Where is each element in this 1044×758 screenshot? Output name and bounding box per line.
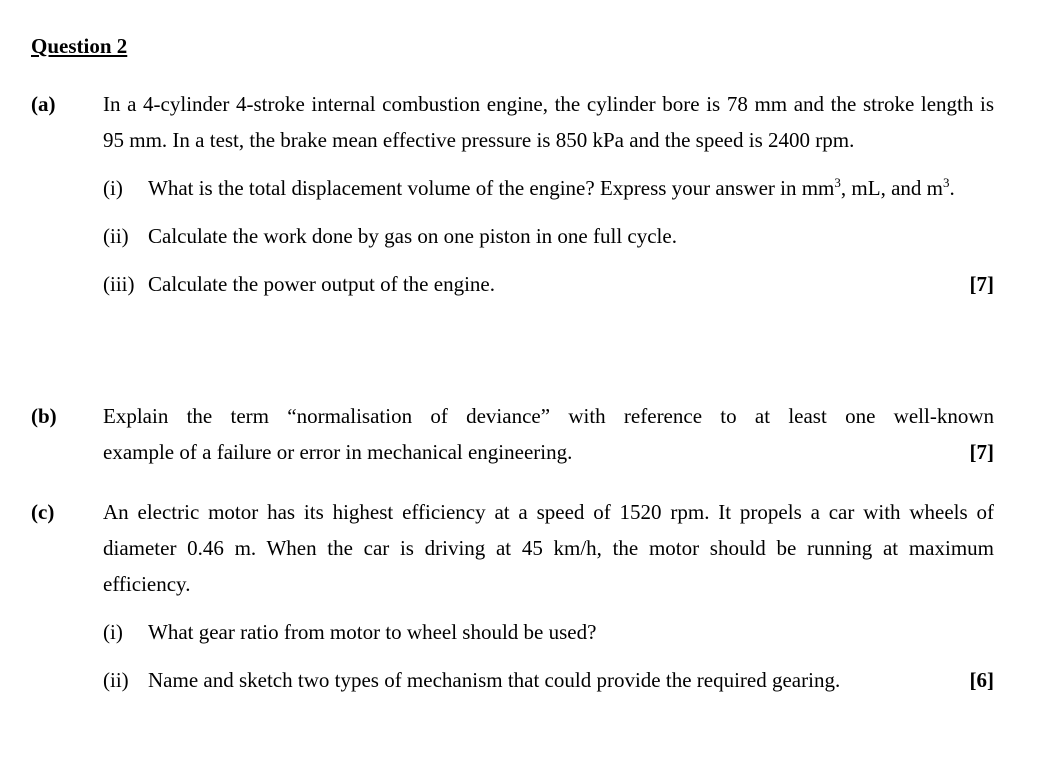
superscript-3: 3	[942, 175, 950, 190]
part-b-label: (b)	[31, 404, 57, 428]
part-a-sub-i-text-a: What is the total displacement volume of the engine? Express your answer in mm	[148, 176, 835, 200]
part-a-sub-ii-number: (ii)	[103, 224, 129, 248]
part-a-sub-iii-line	[148, 266, 994, 302]
part-a-sub-iii-text: Calculate the power output of the engine.	[148, 272, 495, 296]
part-a-subquestion-ii	[103, 218, 994, 254]
part-a-sub-i-number: (i)	[103, 176, 123, 200]
superscript-3: 3	[834, 175, 841, 190]
part-a-sub-ii-text: Calculate the work done by gas on one piston in one full cycle.	[148, 224, 677, 248]
part-c-subquestion-i	[103, 614, 994, 650]
part-c	[31, 494, 994, 714]
part-b-line-1: Explain the term “normalisation of deviance” with reference to at least one well-known	[103, 404, 994, 428]
question-title: Question 2	[31, 34, 128, 58]
part-a-marks: [7]	[969, 272, 994, 296]
part-c-sub-i-number: (i)	[103, 620, 123, 644]
part-a-subquestion-iii	[103, 266, 994, 302]
part-c-marks: [6]	[969, 668, 994, 692]
part-c-subquestion-ii	[103, 662, 994, 698]
part-a-sub-iii-number: (iii)	[103, 272, 135, 296]
part-a-subquestion-i	[103, 170, 994, 206]
part-b-marks: [7]	[969, 440, 994, 464]
part-a-sub-i-text-b: , mL, and m	[840, 176, 943, 200]
part-b-line-2: example of a failure or error in mechanical engineering.	[103, 440, 573, 464]
part-a-intro: In a 4-cylinder 4-stroke internal combustion engine, the cylinder bore is 78 mm and the stroke length is 95 mm. In a test, the brake mean effective pressure is 850 kPa and the speed is 2400 rpm.	[103, 92, 994, 152]
part-a-body	[103, 86, 994, 302]
part-c-sub-ii-line	[148, 662, 994, 698]
part-a-sub-i-text-c: .	[949, 176, 955, 200]
part-a-sub-i-text	[148, 170, 994, 206]
part-c-body	[103, 494, 994, 698]
part-c-intro: An electric motor has its highest efficiency at a speed of 1520 rpm. It propels a car with wheels of diameter 0.46 m. When the car is driving at 45 km/h, the motor should be running at maximum efficiency.	[103, 500, 994, 596]
part-a	[31, 86, 994, 376]
part-b-line-2-row	[103, 434, 994, 470]
part-b	[31, 398, 994, 478]
part-c-sub-i-text: What gear ratio from motor to wheel should be used?	[148, 620, 597, 644]
part-c-label: (c)	[31, 500, 55, 524]
part-c-sub-ii-text: Name and sketch two types of mechanism that could provide the required gearing.	[148, 668, 841, 692]
part-a-label: (a)	[31, 92, 56, 116]
part-c-sub-ii-number: (ii)	[103, 668, 129, 692]
part-b-body	[103, 398, 994, 470]
